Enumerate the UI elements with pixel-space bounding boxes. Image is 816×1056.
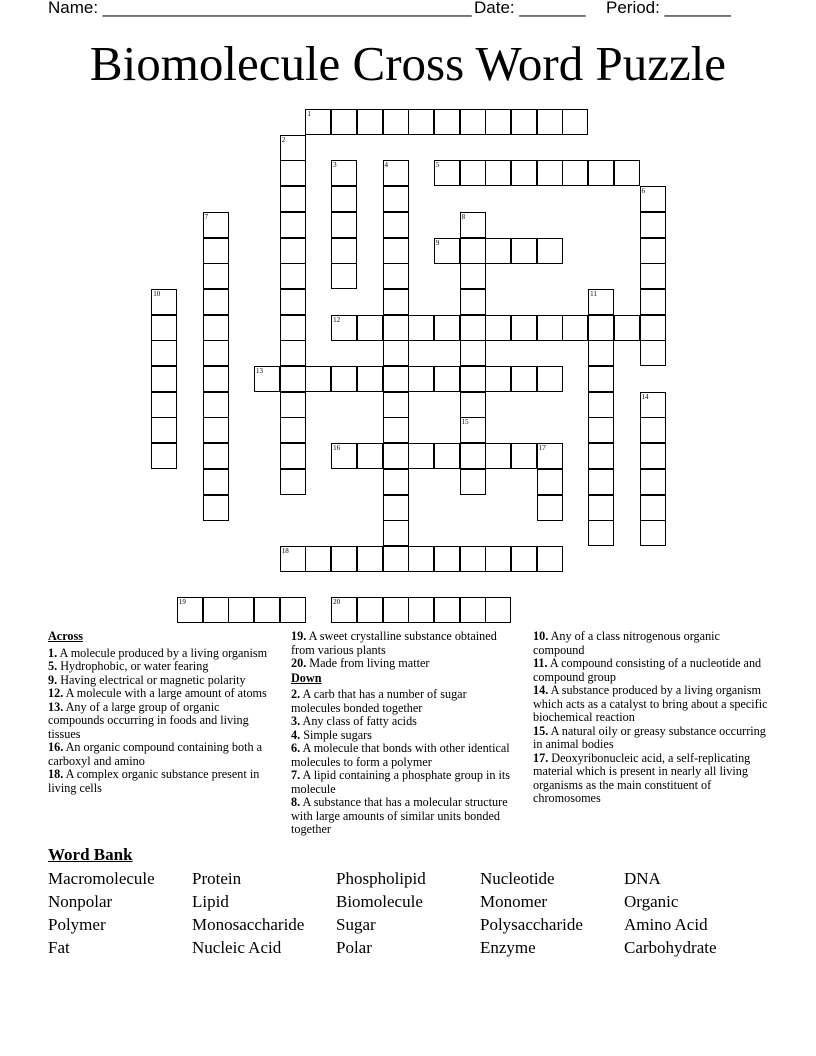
clue-text: Made from living matter — [306, 656, 430, 670]
clue-number-label: 14. — [533, 683, 549, 697]
crossword-cell[interactable] — [408, 443, 434, 469]
crossword-cell[interactable] — [331, 366, 357, 392]
crossword-cell[interactable] — [280, 546, 306, 572]
crossword-cell[interactable] — [331, 597, 357, 623]
across-heading: Across — [48, 629, 83, 643]
crossword-cell[interactable] — [203, 340, 229, 366]
crossword-cell[interactable] — [280, 315, 306, 341]
crossword-cell[interactable] — [331, 186, 357, 212]
crossword-cell[interactable] — [485, 109, 511, 135]
crossword-cell[interactable] — [434, 160, 460, 186]
crossword-cell[interactable] — [434, 366, 460, 392]
clue-number-label: 17. — [533, 750, 549, 765]
clue-item — [48, 660, 276, 674]
word-bank-list — [48, 869, 778, 958]
word-bank-item: DNA — [624, 869, 661, 888]
clue-item — [291, 742, 516, 769]
clue-text: A molecule with a large amount of atoms — [63, 686, 267, 700]
crossword-cell[interactable] — [588, 392, 614, 418]
word-bank-title: Word Bank — [48, 845, 133, 864]
crossword-cell[interactable] — [460, 392, 486, 418]
crossword-cell[interactable] — [640, 238, 666, 264]
crossword-cell[interactable] — [485, 597, 511, 623]
clue-number: 20 — [333, 598, 341, 607]
clue-text: A molecule that bonds with other identical molecules to form a polymer — [291, 741, 510, 769]
crossword-cell[interactable] — [640, 443, 666, 469]
clue-item — [533, 630, 769, 657]
word-bank-item: Polar — [336, 938, 372, 957]
word-bank-item: Organic — [624, 892, 679, 911]
crossword-cell[interactable] — [357, 443, 383, 469]
clue-number-label: 11. — [533, 656, 548, 670]
crossword-cell[interactable] — [511, 315, 537, 341]
crossword-cell[interactable] — [203, 289, 229, 315]
crossword-cell[interactable] — [537, 109, 563, 135]
crossword-cell[interactable] — [460, 212, 486, 238]
crossword-cell[interactable] — [408, 597, 434, 623]
crossword-cell[interactable] — [383, 520, 409, 546]
crossword-cell[interactable] — [305, 109, 331, 135]
crossword-cell[interactable] — [383, 597, 409, 623]
clue-item — [48, 674, 276, 688]
crossword-cell[interactable] — [331, 315, 357, 341]
crossword-cell[interactable] — [203, 315, 229, 341]
crossword-cell[interactable] — [588, 520, 614, 546]
clue-number-label: 6. — [291, 741, 301, 755]
crossword-cell[interactable] — [588, 340, 614, 366]
crossword-cell[interactable] — [254, 366, 280, 392]
word-bank-item: Macromolecule — [48, 869, 155, 888]
word-bank-item: Protein — [192, 869, 242, 888]
clue-number: 12 — [333, 315, 341, 324]
clues-column-2 — [291, 630, 516, 837]
crossword-cell[interactable] — [280, 263, 306, 289]
crossword-cell[interactable] — [588, 417, 614, 443]
crossword-cell[interactable] — [383, 340, 409, 366]
crossword-cell[interactable] — [460, 109, 486, 135]
crossword-cell[interactable] — [562, 160, 588, 186]
crossword-cell[interactable] — [408, 109, 434, 135]
crossword-cell[interactable] — [640, 212, 666, 238]
clue-text: A molecule produced by a living organism — [57, 645, 268, 660]
crossword-cell[interactable] — [640, 520, 666, 546]
clue-number-label: 19. — [291, 629, 307, 643]
word-bank-item: Polysaccharide — [480, 915, 583, 934]
word-bank-item: Monomer — [480, 892, 548, 911]
crossword-cell[interactable] — [588, 495, 614, 521]
clue-number-label: 5. — [48, 659, 58, 673]
crossword-cell[interactable] — [280, 340, 306, 366]
crossword-cell[interactable] — [254, 597, 280, 623]
crossword-cell[interactable] — [614, 315, 640, 341]
crossword-cell[interactable] — [485, 315, 511, 341]
clue-item — [48, 701, 276, 742]
crossword-cell[interactable] — [383, 469, 409, 495]
crossword-cell[interactable] — [151, 392, 177, 418]
clue-text: A carb that has a number of sugar molecules bonded together — [291, 687, 467, 715]
crossword-cell[interactable] — [203, 417, 229, 443]
clue-item — [533, 684, 769, 725]
clue-number: 4 — [384, 161, 388, 170]
crossword-cell[interactable] — [151, 417, 177, 443]
crossword-cell[interactable] — [357, 366, 383, 392]
clue-item — [291, 630, 516, 657]
crossword-cell[interactable] — [383, 315, 409, 341]
crossword-cell[interactable] — [537, 495, 563, 521]
crossword-cell[interactable] — [203, 212, 229, 238]
crossword-cell[interactable] — [460, 315, 486, 341]
crossword-cell[interactable] — [511, 443, 537, 469]
crossword-cell[interactable] — [280, 469, 306, 495]
clue-number: 7 — [204, 212, 209, 221]
crossword-cell[interactable] — [383, 417, 409, 443]
clue-text: Deoxyribonucleic acid, a self-replicating material which is present in nearly all living organisms as the main constituent of chromosomes — [533, 750, 751, 805]
word-bank-item: Fat — [48, 938, 70, 957]
crossword-cell[interactable] — [537, 366, 563, 392]
clue-text: An organic compound containing both a carboxyl and amino — [48, 740, 263, 768]
clue-item — [291, 729, 516, 743]
clue-number: 8 — [461, 212, 466, 221]
crossword-cell[interactable] — [228, 597, 254, 623]
clue-item — [533, 725, 769, 752]
crossword-cell[interactable] — [434, 597, 460, 623]
crossword-cell[interactable] — [537, 238, 563, 264]
crossword-cell[interactable] — [203, 392, 229, 418]
crossword-cell[interactable] — [460, 597, 486, 623]
crossword-cell[interactable] — [383, 186, 409, 212]
crossword-cell[interactable] — [460, 238, 486, 264]
clue-number-label: 13. — [48, 699, 64, 714]
crossword-cell[interactable] — [357, 315, 383, 341]
clue-number: 1 — [307, 110, 311, 118]
crossword-cell[interactable] — [562, 109, 588, 135]
clue-text: Simple sugars — [300, 727, 372, 742]
crossword-cell[interactable] — [511, 546, 537, 572]
crossword-cell[interactable] — [203, 238, 229, 264]
crossword-cell[interactable] — [177, 597, 203, 623]
clue-item — [48, 647, 276, 661]
crossword-cell[interactable] — [280, 212, 306, 238]
clue-item — [48, 741, 276, 768]
crossword-cell[interactable] — [460, 469, 486, 495]
crossword-cell[interactable] — [331, 263, 357, 289]
clue-text: Any class of fatty acids — [300, 714, 417, 728]
crossword-cell[interactable] — [280, 135, 306, 161]
clue-number-label: 12. — [48, 686, 64, 700]
crossword-cell[interactable] — [460, 546, 486, 572]
word-bank-item: Nucleic Acid — [192, 938, 282, 957]
clue-number: 10 — [153, 289, 161, 298]
clue-number: 5 — [435, 161, 440, 170]
crossword-cell[interactable] — [383, 443, 409, 469]
crossword-cell[interactable] — [357, 546, 383, 572]
crossword-cell[interactable] — [203, 443, 229, 469]
clue-text: A substance produced by a living organism which acts as a catalyst to bring about a specific biochemical reaction — [533, 683, 768, 724]
clue-number-label: 18. — [48, 767, 64, 781]
clue-number: 19 — [178, 598, 186, 607]
crossword-cell[interactable] — [383, 366, 409, 392]
crossword-cell[interactable] — [280, 289, 306, 315]
crossword-cell[interactable] — [151, 315, 177, 341]
crossword-cell[interactable] — [203, 597, 229, 623]
clue-number: 13 — [256, 367, 263, 375]
crossword-cell[interactable] — [588, 315, 614, 341]
clue-number-label: 2. — [291, 687, 301, 701]
crossword-cell[interactable] — [408, 366, 434, 392]
crossword-cell[interactable] — [511, 160, 537, 186]
down-heading: Down — [291, 670, 322, 685]
name-field[interactable]: Name: _______________________________________ — [48, 0, 472, 17]
crossword-cell[interactable] — [485, 443, 511, 469]
clue-text: Hydrophobic, or water fearing — [57, 659, 209, 673]
crossword-cell[interactable] — [640, 315, 666, 341]
crossword-cell[interactable] — [588, 366, 614, 392]
word-bank-item: Polymer — [48, 915, 106, 934]
clue-item — [533, 752, 769, 806]
word-bank-item: Amino Acid — [624, 915, 708, 934]
crossword-cell[interactable] — [280, 366, 306, 392]
crossword-cell[interactable] — [588, 443, 614, 469]
clue-number-label: 15. — [533, 723, 549, 738]
clue-item — [291, 769, 516, 796]
crossword-cell[interactable] — [280, 392, 306, 418]
crossword-cell[interactable] — [203, 469, 229, 495]
crossword-cell[interactable] — [203, 495, 229, 521]
clue-text: A complex organic substance present in living cells — [48, 767, 260, 795]
crossword-cell[interactable] — [485, 160, 511, 186]
crossword-cell[interactable] — [460, 340, 486, 366]
crossword-cell[interactable] — [640, 392, 666, 418]
crossword-cell[interactable] — [640, 495, 666, 521]
crossword-cell[interactable] — [280, 160, 306, 186]
clue-number: 18 — [281, 546, 289, 555]
page-title: Biomolecule Cross Word Puzzle — [89, 36, 727, 91]
word-bank-item: Carbohydrate — [624, 938, 717, 957]
crossword-cell[interactable] — [485, 546, 511, 572]
crossword-cell[interactable] — [511, 109, 537, 135]
crossword-cell[interactable] — [280, 238, 306, 264]
crossword-cell[interactable] — [588, 289, 614, 315]
clue-text: Having electrical or magnetic polarity — [57, 672, 246, 687]
period-field[interactable]: Period: _______ — [606, 0, 731, 17]
crossword-cell[interactable] — [485, 366, 511, 392]
word-bank-item: Monosaccharide — [192, 915, 305, 934]
word-bank-item: Nucleotide — [480, 869, 555, 888]
clue-number: 17 — [538, 444, 546, 453]
clue-text: A substance that has a molecular structure with large amounts of similar units bonded together — [291, 795, 508, 836]
word-bank-item: Sugar — [336, 915, 376, 934]
crossword-cell[interactable] — [511, 366, 537, 392]
crossword-cell[interactable] — [280, 443, 306, 469]
crossword-cell[interactable] — [460, 366, 486, 392]
crossword-cell[interactable] — [383, 263, 409, 289]
crossword-cell[interactable] — [357, 597, 383, 623]
crossword-cell[interactable] — [640, 289, 666, 315]
clue-number: 2 — [281, 135, 286, 144]
crossword-cell[interactable] — [305, 546, 331, 572]
crossword-cell[interactable] — [460, 160, 486, 186]
crossword-cell[interactable] — [562, 315, 588, 341]
clue-item — [48, 687, 276, 701]
clue-number: 6 — [641, 187, 645, 196]
clue-number-label: 7. — [291, 768, 301, 782]
word-bank-item: Nonpolar — [48, 892, 113, 911]
clue-number-label: 3. — [291, 714, 301, 728]
crossword-cell[interactable] — [640, 469, 666, 495]
crossword-cell[interactable] — [640, 340, 666, 366]
clue-number-label: 4. — [291, 727, 301, 742]
clue-number-label: 16. — [48, 740, 64, 754]
crossword-cell[interactable] — [331, 443, 357, 469]
crossword-cell[interactable] — [460, 417, 486, 443]
crossword-cell[interactable] — [537, 160, 563, 186]
word-bank-item: Enzyme — [480, 938, 536, 957]
crossword-cell[interactable] — [305, 366, 331, 392]
word-bank-item: Lipid — [192, 892, 229, 911]
crossword-cell[interactable] — [588, 469, 614, 495]
crossword-cell[interactable] — [280, 417, 306, 443]
clue-number: 3 — [333, 161, 337, 170]
crossword-cell[interactable] — [640, 186, 666, 212]
crossword-cell[interactable] — [203, 263, 229, 289]
crossword-cell[interactable] — [383, 546, 409, 572]
crossword-cell[interactable] — [537, 546, 563, 572]
crossword-cell[interactable] — [280, 186, 306, 212]
clue-number-label: 20. — [291, 656, 307, 670]
word-bank-item: Phospholipid — [336, 869, 426, 888]
crossword-cell[interactable] — [151, 289, 177, 315]
crossword-cell[interactable] — [434, 546, 460, 572]
crossword-cell[interactable] — [408, 546, 434, 572]
crossword-cell[interactable] — [640, 417, 666, 443]
crossword-cell[interactable] — [537, 469, 563, 495]
crossword-cell[interactable] — [485, 238, 511, 264]
crossword-cell[interactable] — [203, 366, 229, 392]
clue-number-label: 9. — [48, 672, 58, 687]
crossword-cell[interactable] — [460, 263, 486, 289]
clue-text: Any of a class nitrogenous organic compound — [533, 629, 720, 657]
crossword-cell[interactable] — [280, 597, 306, 623]
crossword-cell[interactable] — [383, 289, 409, 315]
clue-item — [291, 796, 516, 837]
crossword-cell[interactable] — [151, 443, 177, 469]
clue-item — [291, 688, 516, 715]
clue-item — [291, 715, 516, 729]
crossword-cell[interactable] — [614, 160, 640, 186]
clue-text: A compound consisting of a nucleotide and compound group — [533, 656, 762, 684]
clue-text: A natural oily or greasy substance occurring in animal bodies — [533, 723, 766, 751]
crossword-cell[interactable] — [434, 109, 460, 135]
clue-item — [533, 657, 769, 684]
crossword-cell[interactable] — [383, 392, 409, 418]
clue-number-label: 1. — [48, 645, 58, 660]
crossword-cell[interactable] — [408, 315, 434, 341]
clue-item — [48, 768, 276, 795]
crossword-cell[interactable] — [383, 238, 409, 264]
crossword-cell[interactable] — [331, 546, 357, 572]
clue-item — [291, 657, 516, 671]
crossword-cell[interactable] — [588, 160, 614, 186]
clue-number: 16 — [333, 444, 341, 453]
clue-text: A sweet crystalline substance obtained from various plants — [291, 629, 497, 657]
crossword-cell[interactable] — [331, 212, 357, 238]
clue-number: 15 — [461, 418, 469, 427]
clues-column-3 — [533, 630, 769, 806]
clue-text: Any of a large group of organic compounds occurring in foods and living tissues — [48, 699, 249, 741]
crossword-cell[interactable] — [460, 443, 486, 469]
crossword-cell[interactable] — [537, 443, 563, 469]
crossword-cell[interactable] — [331, 109, 357, 135]
clue-number: 9 — [435, 238, 440, 247]
crossword-cell[interactable] — [537, 315, 563, 341]
clue-number: 11 — [590, 289, 597, 298]
crossword-cell[interactable] — [383, 109, 409, 135]
crossword-cell[interactable] — [460, 289, 486, 315]
clues-column-1 — [48, 630, 276, 795]
crossword-cell[interactable] — [640, 263, 666, 289]
crossword-cell[interactable] — [357, 109, 383, 135]
crossword-cell[interactable] — [383, 495, 409, 521]
clue-text: A lipid containing a phosphate group in its molecule — [291, 768, 511, 796]
crossword-cell[interactable] — [151, 366, 177, 392]
crossword-cell[interactable] — [434, 315, 460, 341]
clue-number-label: 10. — [533, 629, 549, 643]
clue-number-label: 8. — [291, 795, 301, 809]
crossword-cell[interactable] — [331, 160, 357, 186]
crossword-cell[interactable] — [434, 238, 460, 264]
date-field[interactable]: Date: _______ — [474, 0, 586, 17]
crossword-cell[interactable] — [151, 340, 177, 366]
crossword-cell[interactable] — [511, 238, 537, 264]
word-bank — [48, 845, 778, 958]
clue-number: 14 — [641, 392, 649, 401]
word-bank-item: Biomolecule — [336, 892, 423, 911]
crossword-cell[interactable] — [331, 238, 357, 264]
crossword-cell[interactable] — [383, 160, 409, 186]
crossword-cell[interactable] — [383, 212, 409, 238]
crossword-cell[interactable] — [434, 443, 460, 469]
